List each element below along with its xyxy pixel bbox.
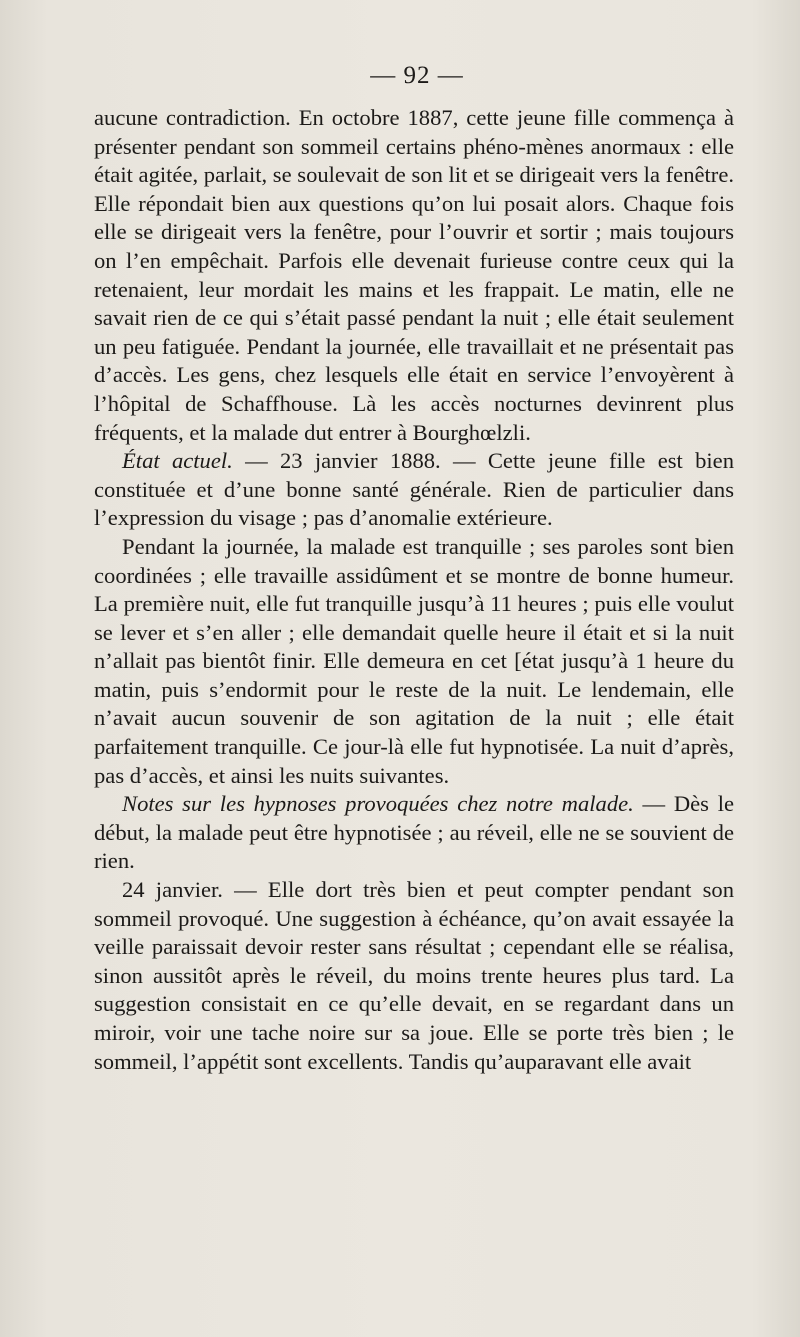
paragraph [94,876,734,1076]
paragraph-text: — 23 janvier 1888. — Cette jeune fille est bien constituée et d’une bonne santé générale. Rien de particulier dans l’expression du visage ; pas d’anomalie extérieure. [94,448,734,531]
paragraph [94,447,734,533]
paragraph [94,104,734,447]
paragraph-text: aucune contradiction. En octobre 1887, cette jeune fille commença à présenter pendant son sommeil certains phéno-mènes anormaux : elle était agitée, parlait, se soulevait de son lit et se dirigeait vers la fenêtre. Elle répondait bien aux questions qu’on lui posait alors. Chaque fois elle se dirigeait vers la fenêtre, pour l’ouvrir et sortir ; mais toujours on l’en empêchait. Parfois elle devenait furieuse contre ceux qui la retenaient, leur mordait les mains et les frappait. Le matin, elle ne savait rien de ce qui s’était passé pendant la nuit ; elle était seulement un peu fatiguée. Pendant la journée, elle travaillait et ne présentait pas d’accès. Les gens, chez lesquels elle était en service l’envoyèrent à l’hôpital de Schaffhouse. Là les accès nocturnes devinrent plus fréquents, et la malade dut entrer à Bourghœlzli. [94,105,734,445]
section-heading: Notes sur les hypnoses provoquées chez notre malade. [122,791,634,817]
body-text [94,104,734,1076]
paragraph-text: Pendant la journée, la malade est tranquille ; ses paroles sont bien coordinées ; elle travaille assidûment et se montre de bonne humeur. La première nuit, elle fut tranquille jusqu’à 11 heures ; puis elle voulut se lever et s’en aller ; elle demandait quelle heure il était et si la nuit n’allait pas bientôt finir. Elle demeura en cet [état jusqu’à 1 heure du matin, puis s’endormit pour le reste de la nuit. Le lendemain, elle n’avait aucun souvenir de son agitation de la nuit ; elle était parfaitement tranquille. Ce jour-là elle fut hypnotisée. La nuit d’après, pas d’accès, et ainsi les nuits suivantes. [94,533,734,788]
paragraph-text: 24 janvier. — Elle dort très bien et peut compter pendant son sommeil provoqué. Une suggestion à échéance, qu’on avait essayée la veille paraissait devoir rester sans résultat ; cependant elle se réalisa, sinon aussitôt après le réveil, du moins trente heures plus tard. La suggestion consistait en ce qu’elle devait, en se regardant dans un miroir, voir une tache noire sur sa joue. Elle se porte très bien ; le sommeil, l’appétit sont excellents. Tandis qu’auparavant elle avait [94,877,734,1074]
paragraph [94,790,734,876]
section-heading: État actuel. [122,448,233,474]
page-number: — 92 — [370,62,464,89]
paragraph-text: — Dès le début, la malade peut être hypnotisée ; au réveil, elle ne se souvient de rien. [94,791,734,874]
paragraph [94,533,734,790]
